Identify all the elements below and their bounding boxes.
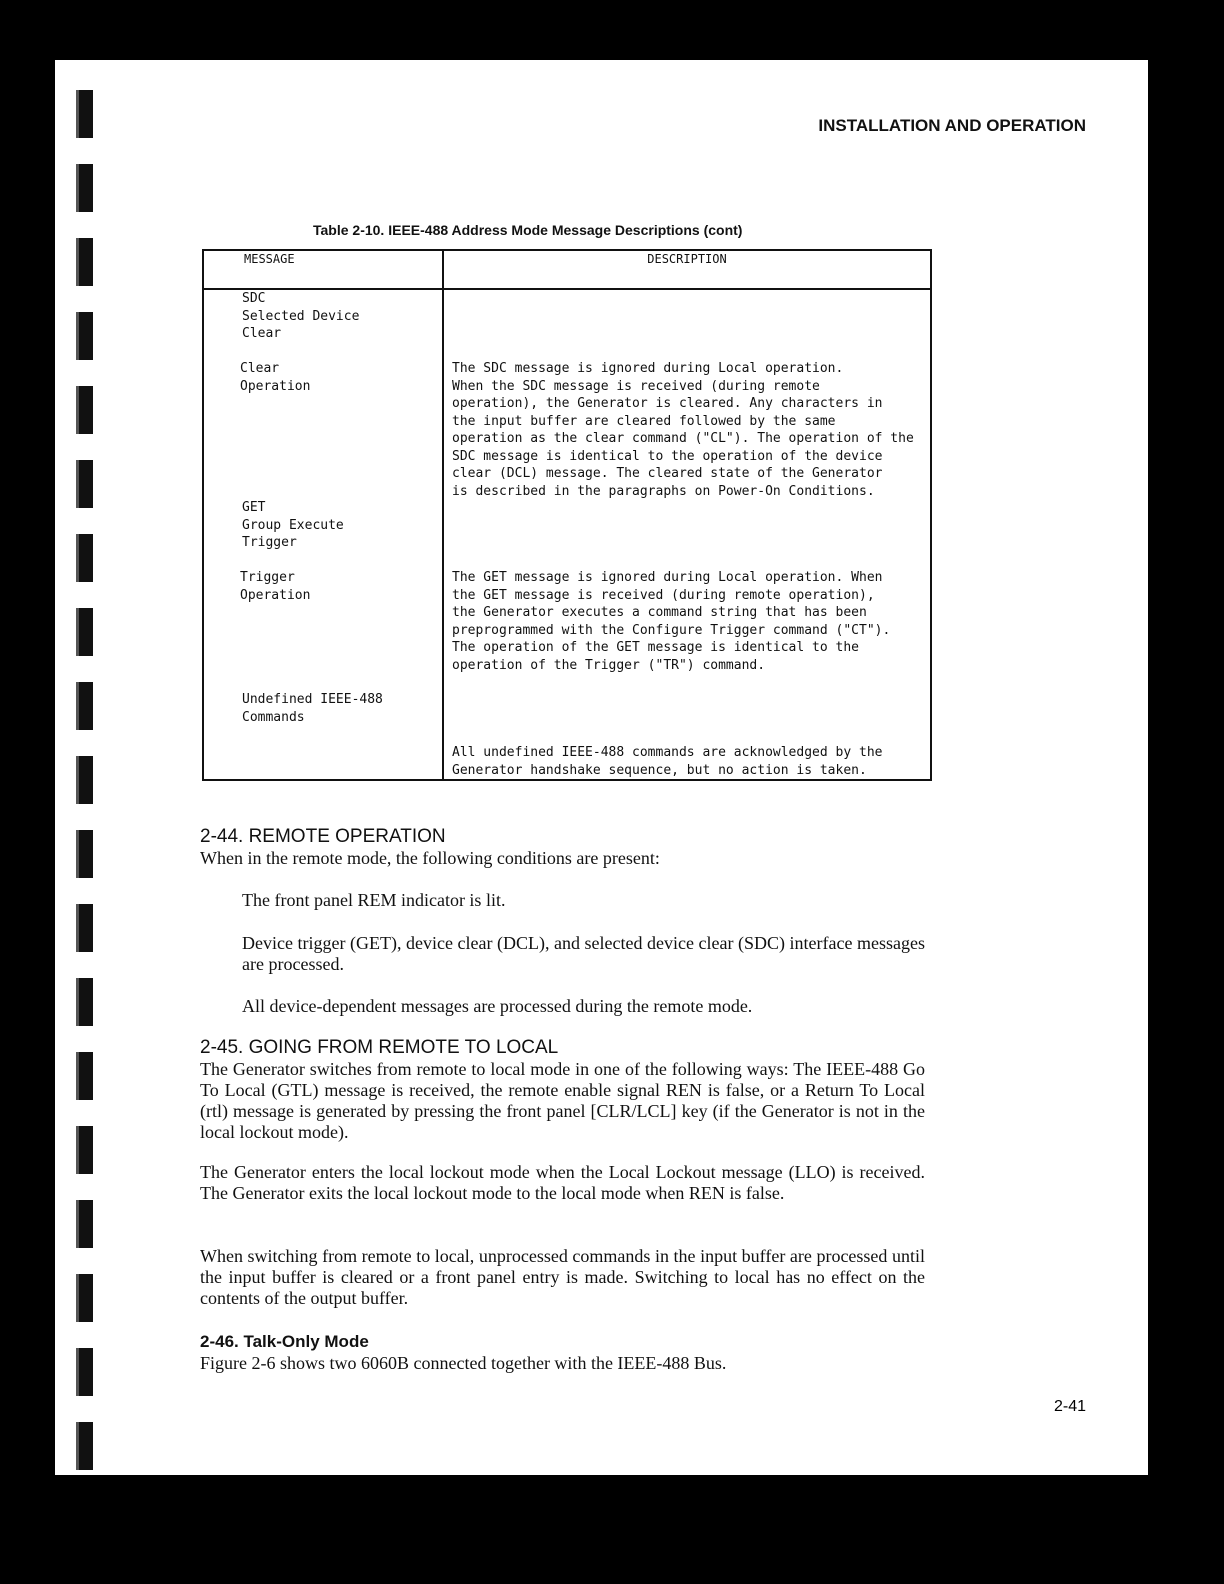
message-table <box>202 249 932 781</box>
message-title: SDC Selected Device Clear <box>242 291 360 341</box>
binding-mark <box>76 460 93 508</box>
col-message: MESSAGE <box>203 250 443 289</box>
list-item: The front panel REM indicator is lit. <box>242 890 506 910</box>
binding-mark <box>76 756 93 804</box>
binding-mark <box>76 904 93 952</box>
message-title: GET Group Execute Trigger <box>242 500 344 550</box>
section-heading: 2-45. GOING FROM REMOTE TO LOCAL <box>200 1037 559 1058</box>
binding-mark <box>76 238 93 286</box>
binding-mark <box>76 1274 93 1322</box>
page-number: 2-41 <box>1053 1398 1086 1415</box>
table-row <box>203 289 931 780</box>
col-description: DESCRIPTION <box>443 250 931 289</box>
binding-mark <box>76 386 93 434</box>
paragraph: The Generator switches from remote to local mode in one of the following ways: The IEEE-488 Go To Local (GTL) message is received, the remote enable signal REN is false, or a Return To Local (rtl) message is generated by pressing the front panel [CLR/LCL] key (if the Generator is not in the local lockout mode). <box>200 1059 925 1142</box>
description: The GET message is ignored during Local operation. When the GET message is received (during remote operation), the Generator executes a command string that has been preprogrammed with the Configure Trigger command ("CT"). The operation of the GET message is identical to the operation of the Trigger ("TR") command. <box>452 570 891 673</box>
section-heading: 2-44. REMOTE OPERATION <box>200 826 446 847</box>
binding-mark <box>76 1200 93 1248</box>
binding-mark <box>76 978 93 1026</box>
binding-mark <box>76 534 93 582</box>
running-header: INSTALLATION AND OPERATION <box>818 116 1086 135</box>
binding-mark <box>76 830 93 878</box>
list-item: Device trigger (GET), device clear (DCL), and selected device clear (SDC) interface messages are processed. <box>242 933 925 974</box>
binding-mark <box>76 90 93 138</box>
binding-mark <box>76 1422 93 1470</box>
table-caption: Table 2-10. IEEE-488 Address Mode Message Descriptions (cont) <box>313 222 743 238</box>
paragraph: Figure 2-6 shows two 6060B connected together with the IEEE-488 Bus. <box>200 1353 727 1373</box>
document-page <box>55 60 1148 1475</box>
binding-mark <box>76 164 93 212</box>
message-sub: Clear Operation <box>240 361 311 394</box>
description: The SDC message is ignored during Local operation. When the SDC message is received (during remote operation), the Generator is cleared. Any characters in the input buffer are cleared followed by the same operation as the clear command ("CL"). The operation of the SDC message is identical to the operation of the device clear (DCL) message. The cleared state of the Generator is described in the paragraphs on Power-On Conditions. <box>452 361 914 499</box>
section-heading: 2-46. Talk-Only Mode <box>200 1332 369 1351</box>
description: All undefined IEEE-488 commands are acknowledged by the Generator handshake sequence, but no action is taken. <box>452 745 883 778</box>
binding-mark <box>76 682 93 730</box>
message-title: Undefined IEEE-488 Commands <box>242 692 383 725</box>
paragraph: The Generator enters the local lockout mode when the Local Lockout message (LLO) is received. The Generator exits the local lockout mode to the local mode when REN is false. <box>200 1162 925 1203</box>
binding-mark <box>76 1348 93 1396</box>
list-item: All device-dependent messages are processed during the remote mode. <box>242 996 753 1016</box>
binding-mark <box>76 1126 93 1174</box>
binding-mark <box>76 608 93 656</box>
paragraph: When switching from remote to local, unprocessed commands in the input buffer are processed until the input buffer is cleared or a front panel entry is made. Switching to local has no effect on the contents of the output buffer. <box>200 1246 925 1308</box>
binding-mark <box>76 312 93 360</box>
binding-mark <box>76 1052 93 1100</box>
message-sub: Trigger Operation <box>240 570 311 603</box>
paragraph: When in the remote mode, the following conditions are present: <box>200 848 660 868</box>
